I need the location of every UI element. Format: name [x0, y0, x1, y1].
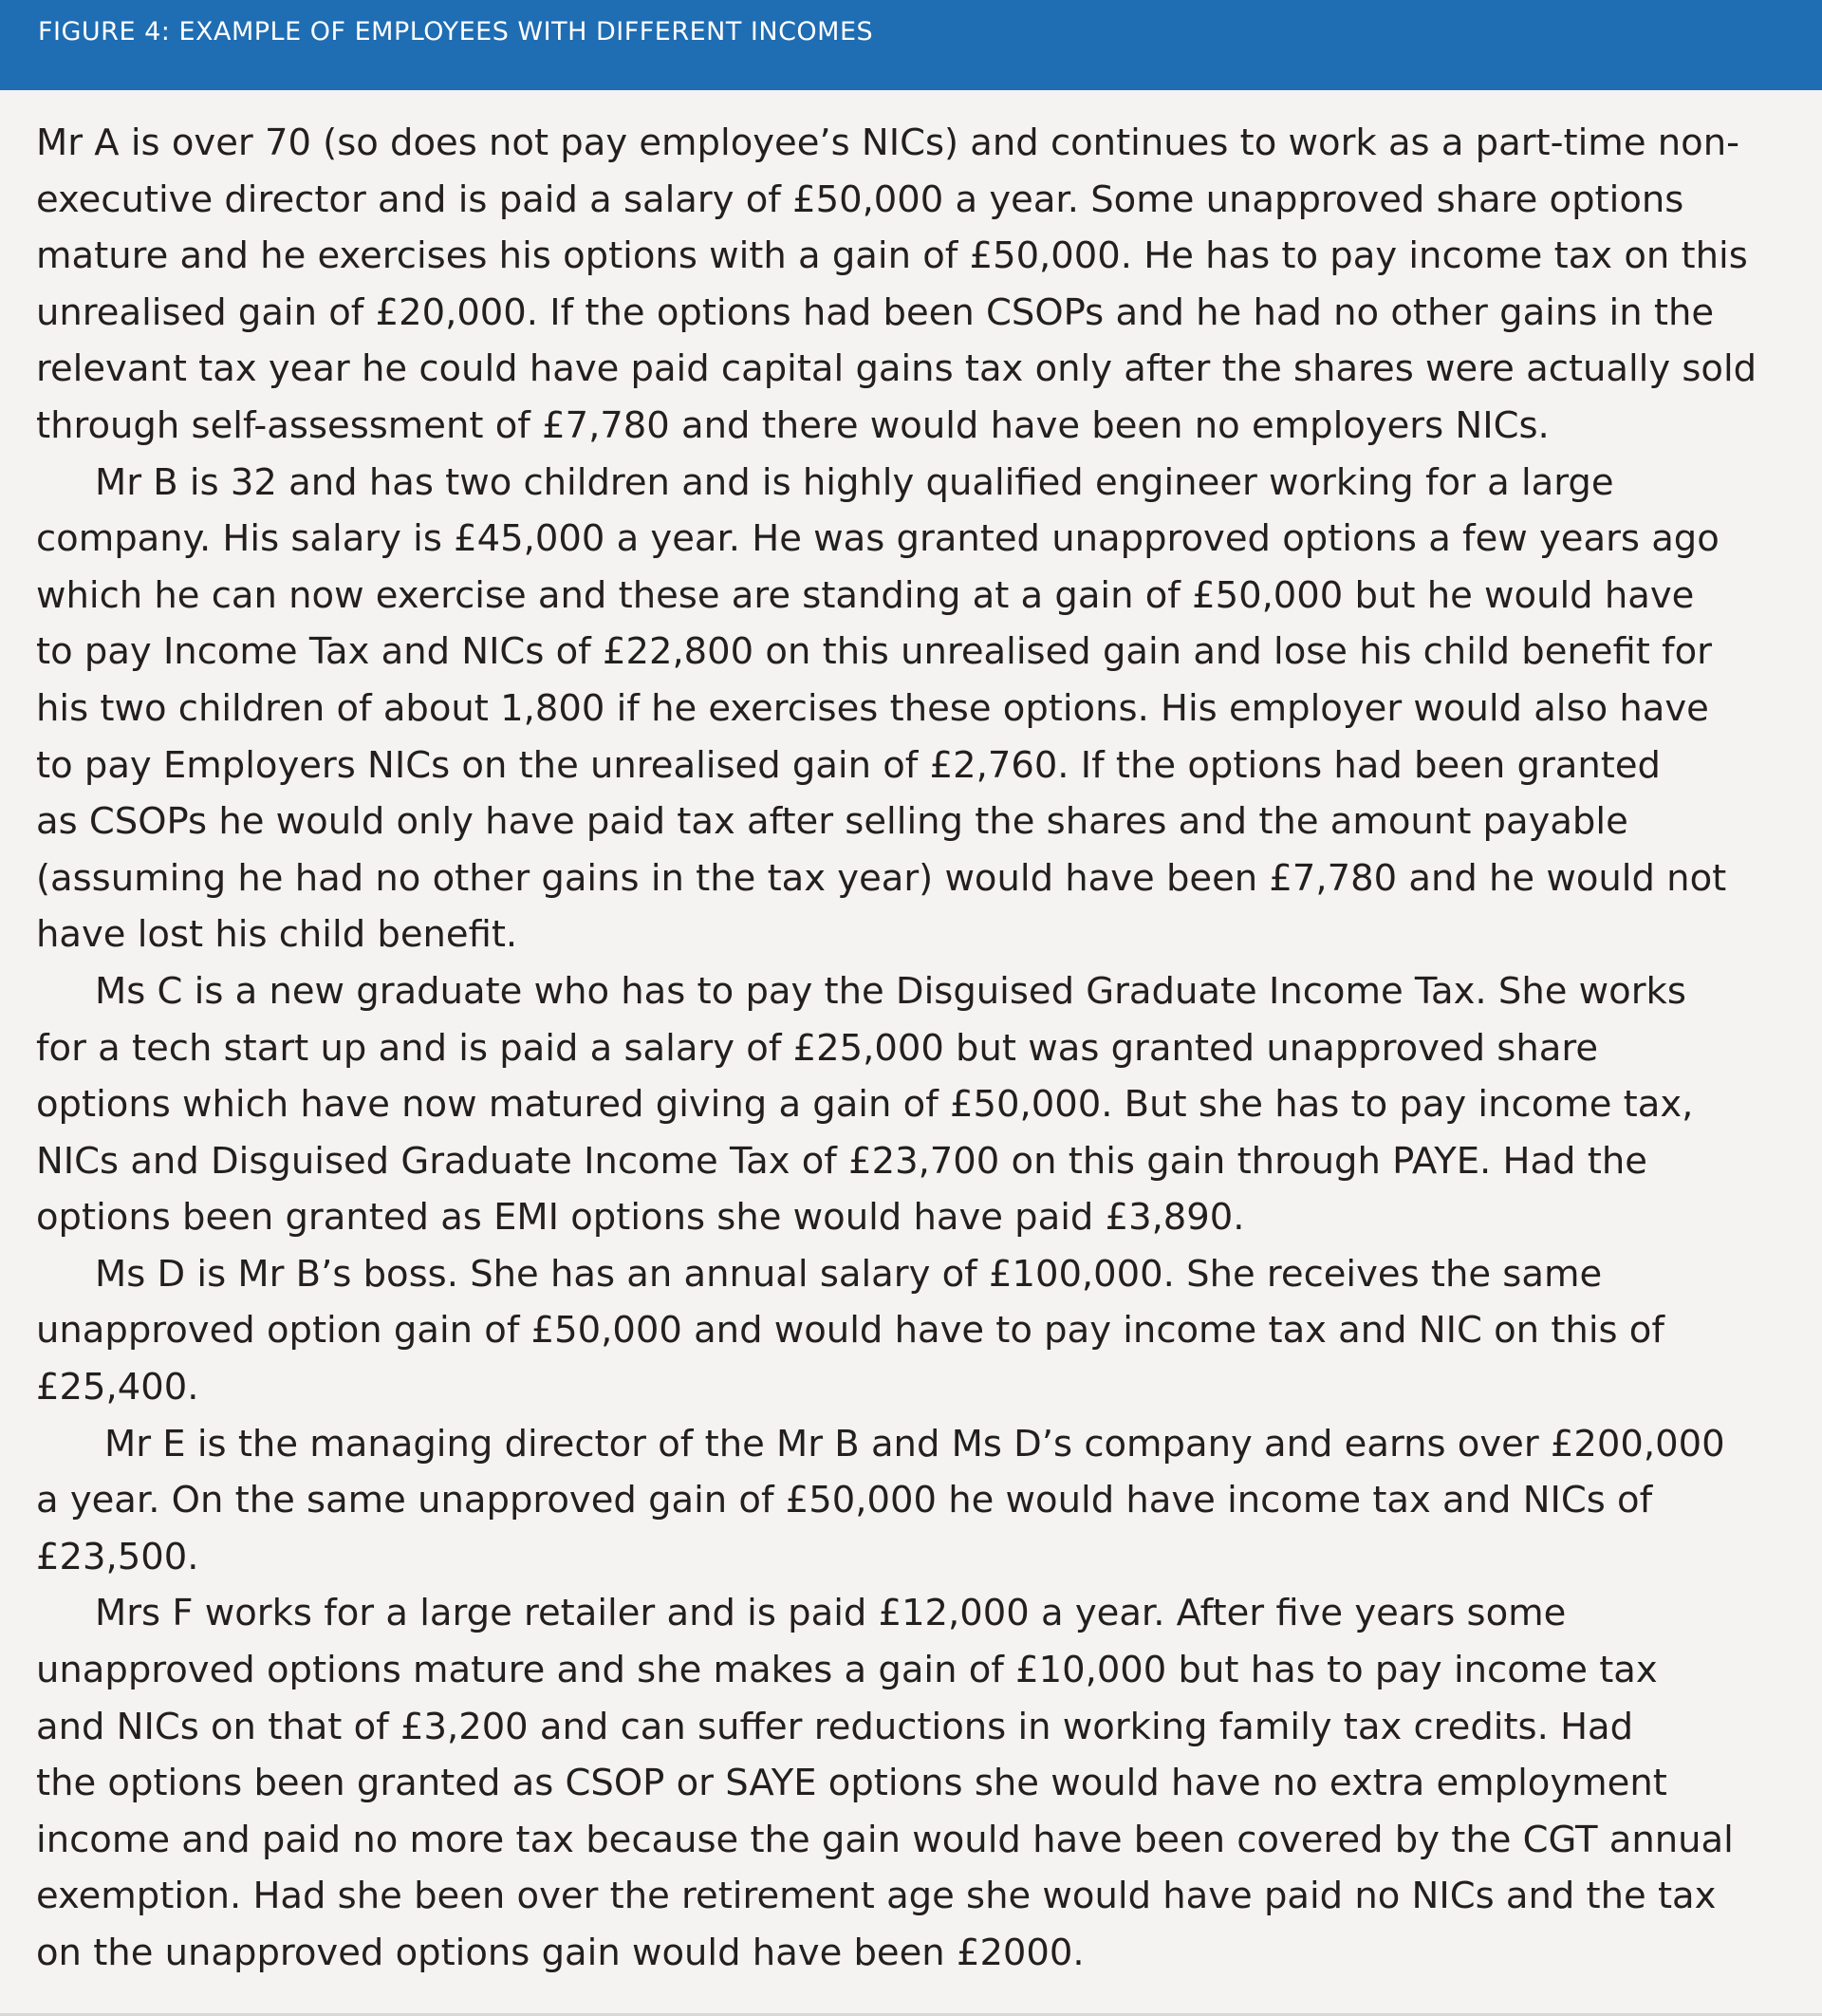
text-line: executive director and is paid a salary of £50,000 a year. Some unapproved share options	[36, 177, 1684, 221]
text-line: to pay Income Tax and NICs of £22,800 on this unrealised gain and lose his child benefit for	[36, 630, 1712, 674]
text-line: Mr A is over 70 (so does not pay employee’s NICs) and continues to work as a part-time non-	[36, 121, 1739, 164]
paragraph-mr-b	[36, 455, 1788, 963]
paragraph-ms-d	[36, 1246, 1788, 1416]
text-line: options been granted as EMI options she would have paid £3,890.	[36, 1196, 1245, 1240]
figure-body	[0, 90, 1822, 1982]
text-line: the options been granted as CSOP or SAYE options she would have no extra employment	[36, 1762, 1667, 1805]
text-line: options which have now matured giving a gain of £50,000. But she has to pay income tax,	[36, 1083, 1694, 1127]
text-line: to pay Employers NICs on the unrealised gain of £2,760. If the options had been granted	[36, 743, 1661, 787]
text-line: which he can now exercise and these are standing at a gain of £50,000 but he would have	[36, 573, 1695, 617]
text-line: (assuming he had no other gains in the tax year) would have been £7,780 and he would not	[36, 856, 1727, 900]
text-line: Mr B is 32 and has two children and is highly qualified engineer working for a large	[95, 460, 1614, 504]
text-line: exemption. Had she been over the retirement age she would have paid no NICs and the tax	[36, 1875, 1717, 1918]
text-line: Mr E is the managing director of the Mr B and Ms D’s company and earns over £200,000	[104, 1422, 1725, 1465]
text-line: £25,400.	[36, 1366, 199, 1409]
text-line: for a tech start up and is paid a salary of £25,000 but was granted unapproved share	[36, 1026, 1599, 1070]
text-line: on the unapproved options gain would have been £2000.	[36, 1932, 1085, 1974]
figure-title: FIGURE 4: EXAMPLE OF EMPLOYEES WITH DIFFERENT INCOMES	[0, 0, 1822, 90]
text-line: his two children of about 1,800 if he exercises these options. His employer would also have	[36, 686, 1709, 730]
text-line: unapproved option gain of £50,000 and would have to pay income tax and NIC on this of	[36, 1309, 1664, 1353]
text-line: through self-assessment of £7,780 and there would have been no employers NICs.	[36, 403, 1550, 447]
paragraph-mr-e	[36, 1416, 1788, 1586]
text-line: Ms D is Mr B’s boss. She has an annual salary of £100,000. She receives the same	[95, 1252, 1603, 1296]
paragraph-ms-c	[36, 963, 1788, 1246]
text-line: unrealised gain of £20,000. If the options had been CSOPs and he had no other gains in the	[36, 290, 1715, 334]
text-line: Mrs F works for a large retailer and is paid £12,000 a year. After five years some	[95, 1592, 1567, 1635]
paragraph-mr-a	[36, 115, 1788, 455]
text-line: £23,500.	[36, 1535, 199, 1578]
text-line: mature and he exercises his options with a gain of £50,000. He has to pay income tax on this	[36, 234, 1748, 278]
text-line: relevant tax year he could have paid capital gains tax only after the shares were actually sold	[36, 347, 1757, 391]
text-line: company. His salary is £45,000 a year. He was granted unapproved options a few years ago	[36, 517, 1720, 561]
paragraph-mrs-f	[36, 1585, 1788, 1981]
text-line: have lost his child benefit.	[36, 913, 518, 957]
text-line: a year. On the same unapproved gain of £50,000 he would have income tax and NICs of	[36, 1479, 1653, 1522]
text-line: and NICs on that of £3,200 and can suffer reductions in working family tax credits. Had	[36, 1705, 1634, 1748]
text-line: NICs and Disguised Graduate Income Tax of £23,700 on this gain through PAYE. Had the	[36, 1139, 1647, 1183]
text-line: income and paid no more tax because the gain would have been covered by the CGT annual	[36, 1818, 1734, 1861]
text-line: unapproved options mature and she makes a gain of £10,000 but has to pay income tax	[36, 1649, 1658, 1692]
text-line: Ms C is a new graduate who has to pay the Disguised Graduate Income Tax. She works	[95, 969, 1686, 1013]
text-line: as CSOPs he would only have paid tax after selling the shares and the amount payable	[36, 800, 1628, 844]
